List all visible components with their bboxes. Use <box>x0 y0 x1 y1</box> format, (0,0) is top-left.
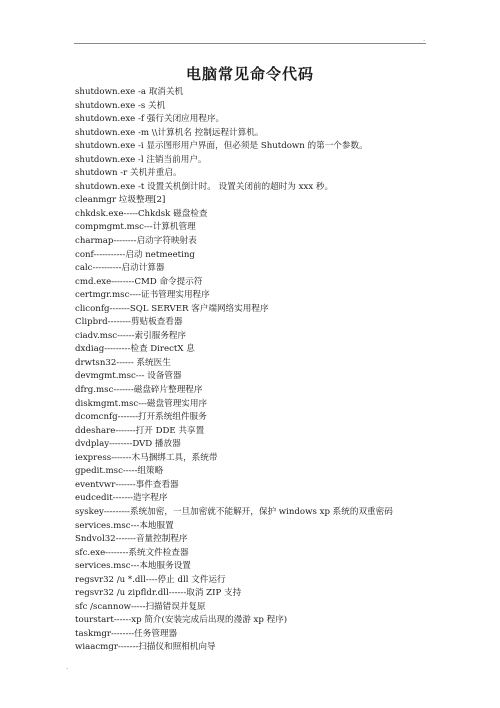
command-line: wiaacmgr-------扫描仪和照相机向导 <box>75 642 216 653</box>
command-line: ddeshare-------打开 DDE 共享置 <box>75 425 205 436</box>
command-line: eventvwr-------事件查看器 <box>75 479 179 490</box>
command-line: services.msc---本地服置 <box>75 520 174 531</box>
command-line: dxdiag---------检查 DirectX 息 <box>75 344 195 355</box>
command-line: dcomcnfg-------打开系统组件服务 <box>75 412 207 423</box>
command-line: chkdsk.exe-----Chkdsk 磁盘检查 <box>75 208 208 219</box>
command-line: services.msc---本地服务设置 <box>75 561 191 572</box>
command-line: sfc /scannow-----扫描错误并复原 <box>75 601 206 612</box>
corner-mark-bottom: . <box>66 663 69 671</box>
command-line: regsvr32 /u *.dll----停止 dll 文件运行 <box>75 574 226 585</box>
command-line: syskey---------系统加密，一旦加密就不能解开，保护 windows xp 系统的双重密码 <box>75 506 393 517</box>
command-line: calc----------启动计算器 <box>75 263 165 274</box>
command-line: Sndvol32-------音量控制程序 <box>75 534 188 545</box>
command-line: diskmgmt.msc---磁盘管理实用序 <box>75 398 208 409</box>
command-line: devmgmt.msc--- 设备管器 <box>75 371 182 382</box>
command-line: certmgr.msc----证书管理实用程序 <box>75 290 210 301</box>
command-line: compmgmt.msc---计算机管理 <box>75 222 196 233</box>
command-line: shutdown.exe -f 强行关闭应用程序。 <box>75 114 225 125</box>
command-line: gpedit.msc-----组策略 <box>75 466 164 477</box>
header-rule <box>74 43 426 44</box>
command-line: cleanmgr 垃圾整理[2] <box>75 195 166 206</box>
command-line: dvdplay--------DVD 播放器 <box>75 439 181 450</box>
command-line: ciadv.msc------索引服务程序 <box>75 330 187 341</box>
command-line: shutdown.exe -m \\计算机名 控制远程计算机。 <box>75 127 264 138</box>
command-line: cmd.exe--------CMD 命令提示符 <box>75 276 203 287</box>
command-line: Clipbrd--------剪贴板查看器 <box>75 317 183 328</box>
command-line: shutdown.exe -a 取消关机 <box>75 87 184 97</box>
command-line: taskmgr--------任务管理器 <box>75 628 178 639</box>
command-line: tourstart------xp 简介(安装完成后出现的漫游 xp 程序) <box>75 615 288 626</box>
command-line: shutdown -r 关机并重启。 <box>75 168 182 179</box>
command-line: dfrg.msc-------磁盘碎片整理程序 <box>75 385 203 396</box>
command-line: charmap--------启动字符映射表 <box>75 236 197 247</box>
command-line: sfc.exe--------系统文件检查器 <box>75 547 189 558</box>
command-line: shutdown.exe -s 关机 <box>75 100 166 111</box>
command-line: conf-----------启动 netmeeting <box>75 249 195 260</box>
command-line: shutdown.exe -t 设置关机倒计时。 设置关闭前的超时为 xxx 秒。 <box>75 181 334 192</box>
command-line: eudcedit-------造字程序 <box>75 493 168 504</box>
command-line: regsvr32 /u zipfldr.dll------取消 ZIP 支持 <box>75 588 242 599</box>
command-line: drwtsn32------ 系统医生 <box>75 357 171 368</box>
command-line: shutdown.exe -i 显示图形用户界面，但必须是 Shutdown 的第一个参数。 <box>75 141 368 152</box>
corner-mark-top: . <box>423 35 426 43</box>
command-line: shutdown.exe -l 注销当前用户。 <box>75 154 207 165</box>
command-list <box>75 86 435 655</box>
command-line: iexpress-------木马捆绑工具，系统带 <box>75 452 218 463</box>
command-line: cliconfg-------SQL SERVER 客户端网络实用程序 <box>75 303 269 314</box>
document-title: 电脑常见命令代码 <box>185 65 314 83</box>
